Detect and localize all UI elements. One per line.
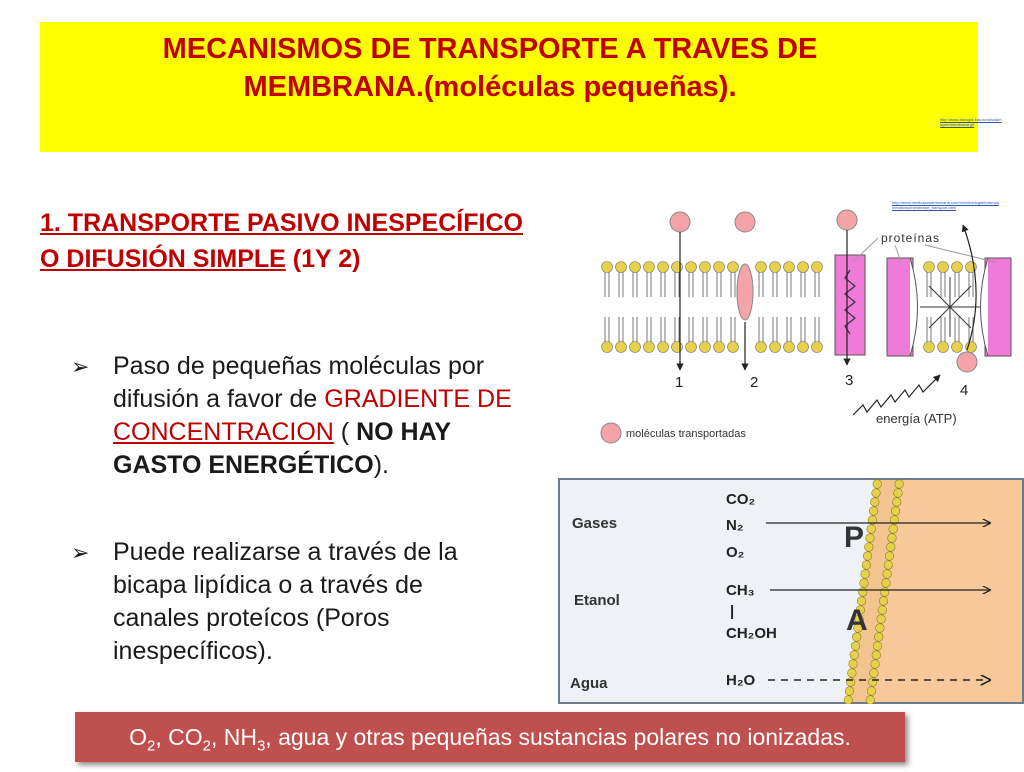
title-line-1: MECANISMOS DE TRANSPORTE A TRAVES DE <box>162 33 818 65</box>
label-number-3: 3 <box>845 372 854 389</box>
letter-p: P <box>844 521 865 554</box>
molecule-1 <box>670 212 690 232</box>
energy-label: energía (ATP) <box>876 411 957 426</box>
diffusion-diagram <box>558 478 1024 704</box>
formula-o2: O₂ <box>726 544 745 561</box>
row-label-gases: Gases <box>572 515 618 532</box>
formula-co2: CO₂ <box>726 491 756 508</box>
bullet-arrow-icon: ➢ <box>71 540 90 565</box>
membrane-transport-diagram <box>595 200 1024 450</box>
legend-label: moléculas transportadas <box>626 428 746 440</box>
energy-zigzag-arrow <box>853 375 940 415</box>
section-heading-line-2: O DIFUSIÓN SIMPLE (1Y 2) <box>40 245 361 273</box>
letter-a: A <box>846 604 868 637</box>
molecule-4 <box>957 352 977 372</box>
carrier-notch-right <box>981 258 989 356</box>
row-label-agua: Agua <box>570 675 608 692</box>
label-number-4: 4 <box>960 382 969 399</box>
row-label-etanol: Etanol <box>574 592 620 609</box>
summary-box: $O_2$, $CO_2$, $NH_3$, agua y otras pequeñas sustancias polares no ionizadas. <box>75 712 905 762</box>
bullet-1: ➢ Paso de pequeñas moléculas por difusión a favor de GRADIENTE DE CONCENTRACION ( NO HAY GASTO ENERGÉTICO). <box>71 352 512 479</box>
formula-bond: | <box>730 603 735 620</box>
bullet-2: ➢ Puede realizarse a través de la bicapa lipídica o a través de canales proteícos (Poros inespecíficos). <box>71 538 458 665</box>
bullet-arrow-icon: ➢ <box>71 354 90 379</box>
section-heading <box>40 205 600 277</box>
title-line-2: MEMBRANA.(moléculas pequeñas). <box>243 71 737 103</box>
formula-n2: N₂ <box>726 517 744 534</box>
legend-molecule-icon <box>601 423 621 443</box>
molecule-3 <box>837 210 857 230</box>
label-number-2: 2 <box>750 374 759 391</box>
molecule-2 <box>735 212 755 232</box>
carrier-notch-left <box>910 258 918 356</box>
formula-ch2oh: CH₂OH <box>726 625 777 642</box>
formula-h2o: H₂O <box>726 672 756 689</box>
title-source-link[interactable]: http://www.biologia.edu.ar/celulaim ages/membrana.gif <box>940 117 1002 127</box>
formula-ch3: CH₃ <box>726 582 755 599</box>
proteins-label: proteínas <box>881 231 941 245</box>
carrier-protein-left <box>887 258 913 356</box>
carrier-protein-right <box>985 258 1011 356</box>
section-heading-line-1: 1. TRANSPORTE PASIVO INESPECÍFICO <box>40 209 523 237</box>
page-title <box>150 30 830 106</box>
rotor-star-icon <box>920 277 980 337</box>
diagram-source-link[interactable]: http://www.medicapanamericana.com/microbiologia/tortora/a nimations/membrane_transport.html <box>892 200 1000 210</box>
label-number-1: 1 <box>675 374 684 391</box>
molecule-2-in-membrane <box>737 264 753 320</box>
